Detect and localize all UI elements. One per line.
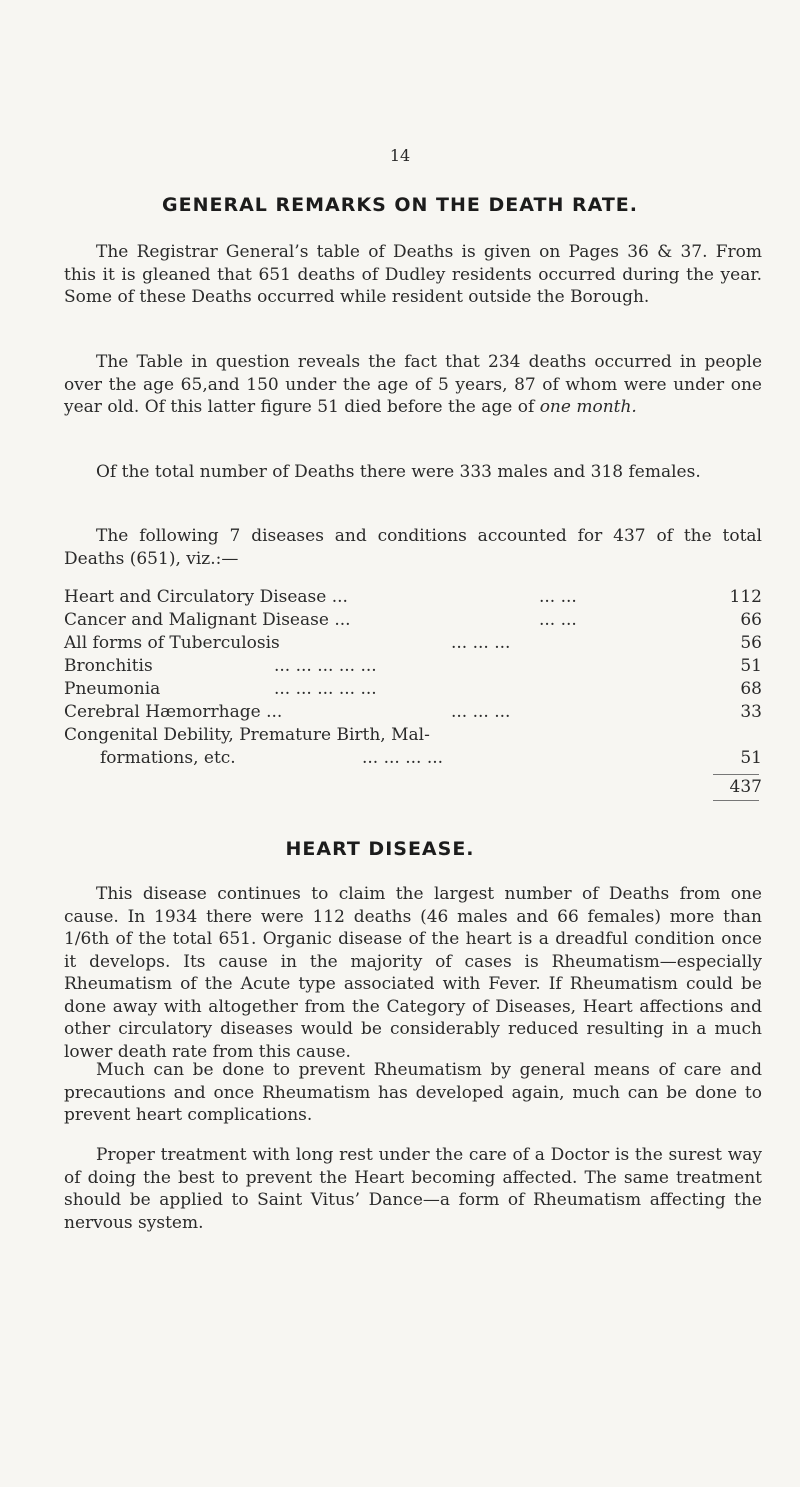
disease-value: 66 <box>740 610 762 630</box>
paragraph-heart-disease: This disease continues to claim the largest number of Deaths from one cause. In 1934 there were 112 deaths (46 males and 66 females) more than 1/6th of the total 651. Organic disease of the heart is a dreadful condition once it develops. Its cause in the majority of cases is Rheumatism—especially Rheumatism of the Acute type associated with Fever. If Rheumatism could be done away with altogether from the Category of Diseases, Heart affections and other circulatory diseases would be considerably reduced resulting in a much lower death rate from this cause. <box>64 884 762 1062</box>
section-heading-heart-disease: HEART DISEASE. <box>285 838 475 860</box>
total-rule-bottom <box>713 800 759 801</box>
disease-label: All forms of Tuberculosis <box>64 633 280 653</box>
paragraph-age-breakdown-italic: one month. <box>539 397 637 417</box>
dot-leader: ... ... ... <box>451 702 511 722</box>
disease-total: 437 <box>729 777 762 797</box>
paragraph-age-breakdown <box>64 351 762 419</box>
disease-label: Cerebral Hæmorrhage ... <box>64 702 283 722</box>
disease-value: 51 <box>740 748 762 768</box>
disease-row <box>64 632 762 654</box>
disease-label: Congenital Debility, Premature Birth, Mal- <box>64 725 430 745</box>
disease-label: Cancer and Malignant Disease ... <box>64 610 351 630</box>
disease-label: Heart and Circulatory Disease ... <box>64 587 348 607</box>
disease-row <box>64 724 762 746</box>
disease-label: formations, etc. <box>100 748 236 768</box>
disease-row <box>64 586 762 608</box>
paragraph-seven-diseases: The following 7 diseases and conditions accounted for 437 of the total Deaths (651), viz.:— <box>64 526 762 569</box>
dot-leader: ... ... ... ... ... <box>274 656 377 676</box>
page-number: 14 <box>389 146 411 165</box>
disease-value: 51 <box>740 656 762 676</box>
disease-value: 68 <box>740 679 762 699</box>
dot-leader: ... ... ... <box>451 633 511 653</box>
dot-leader: ... ... ... ... <box>362 748 444 768</box>
paragraph-prevention: Much can be done to prevent Rheumatism by general means of care and precautions and once Rheumatism has developed again, much can be done to prevent heart complications. <box>64 1060 762 1125</box>
dot-leader: ... ... ... ... ... <box>274 679 377 699</box>
disease-value: 56 <box>740 633 762 653</box>
disease-value: 33 <box>740 702 762 722</box>
disease-row <box>64 701 762 723</box>
disease-label: Pneumonia <box>64 679 161 699</box>
paragraph-registrar-table: The Registrar General’s table of Deaths is given on Pages 36 & 37. From this it is gleaned that 651 deaths of Dudley residents occurred during the year. Some of these Deaths occurred while resident outside the Borough. <box>64 242 762 307</box>
disease-row <box>64 747 762 769</box>
disease-row <box>64 609 762 631</box>
section-heading-death-rate: GENERAL REMARKS ON THE DEATH RATE. <box>162 194 638 216</box>
disease-row <box>64 678 762 700</box>
paragraph-age-breakdown-text: The Table in question reveals the fact that 234 deaths occurred in people over the age 65,and 150 under the age of 5 years, 87 of whom were under one year old. Of this latter figure 51 died before the age of <box>64 352 762 417</box>
disease-label: Bronchitis <box>64 656 153 676</box>
dot-leader: ... ... <box>539 587 577 607</box>
disease-row <box>64 655 762 677</box>
disease-value: 112 <box>729 587 762 607</box>
total-rule-top <box>713 774 759 775</box>
paragraph-sex-breakdown: Of the total number of Deaths there were 333 males and 318 females. <box>96 462 701 482</box>
dot-leader: ... ... <box>539 610 577 630</box>
paragraph-treatment: Proper treatment with long rest under the care of a Doctor is the surest way of doing the best to prevent the Heart becoming affected. The same treatment should be applied to Saint Vitus’ Dance—a form of Rheumatism affecting the nervous system. <box>64 1145 762 1233</box>
